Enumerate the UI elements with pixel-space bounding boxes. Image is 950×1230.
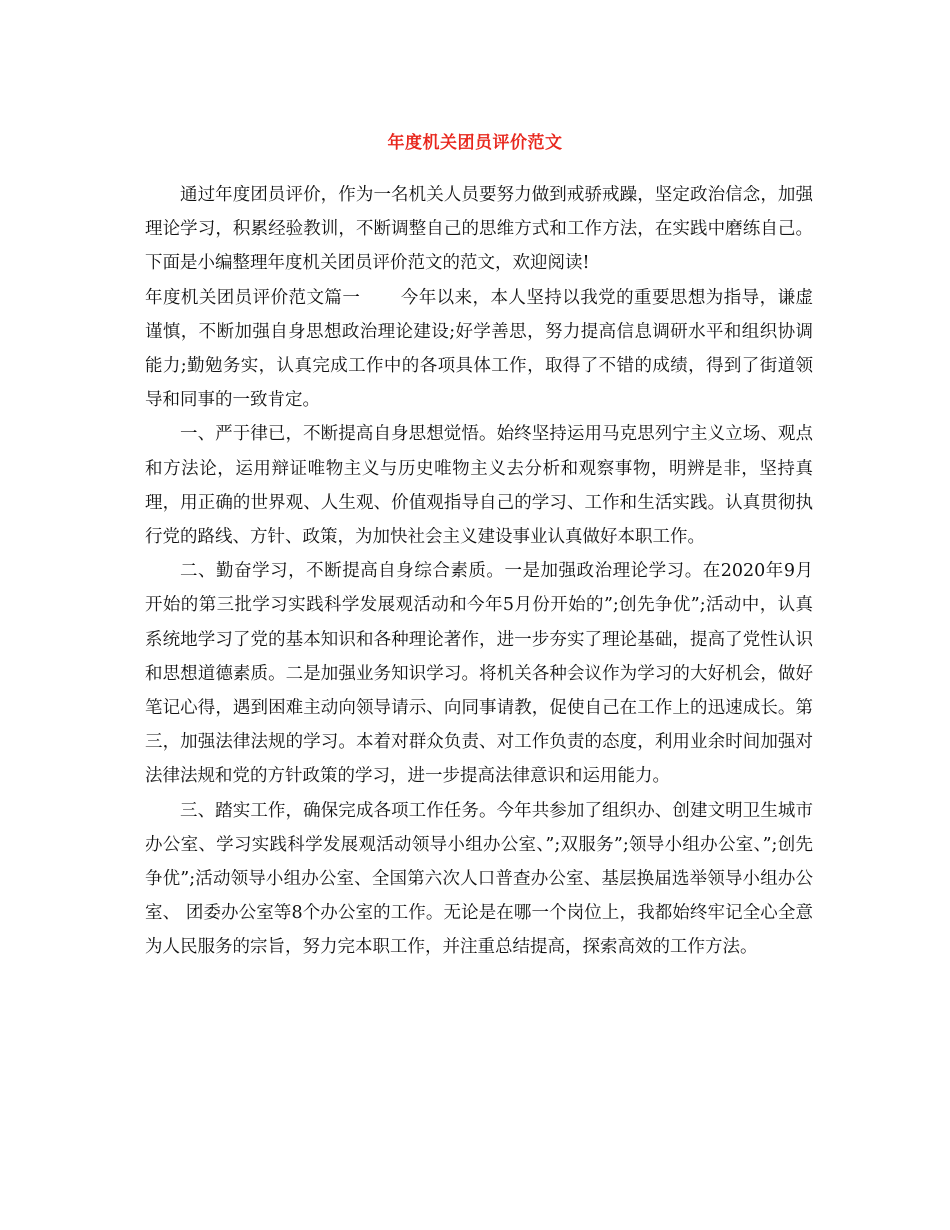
paragraph-discipline: 一、严于律已，不断提高自身思想觉悟。始终坚持运用马克思列宁主义立场、观点和方法论，运用辩证唯物主义与历史唯物主义去分析和观察事物，明辨是非，坚持真理，用正确的世界观、人生观、价值观指导自己的学习、工作和生活实践。认真贯彻执行党的路线、方针、政策，为加快社会主义建设事业认真做好本职工作。: [145, 424, 813, 548]
document-body: [145, 178, 813, 965]
intro-paragraph: 通过年度团员评价，作为一名机关人员要努力做到戒骄戒躁，坚定政治信念，加强理论学习，积累经验教训，不断调整自己的思维方式和工作方法，在实践中磨练自己。下面是小编整理年度机关团员评价范文的范文，欢迎阅读!: [145, 185, 813, 274]
section-first-paragraph: [145, 281, 813, 418]
section-lead: 今年以来，本人坚持以我党的重要思想为指导，谦虚谨慎，不断加强自身思想政治理论建设;好学善思，努力提高信息调研水平和组织协调能力;勤勉务实，认真完成工作中的各项具体工作，取得了不错的成绩，得到了街道领导和同事的一致肯定。: [145, 287, 814, 411]
document-title: 年度机关团员评价范文: [387, 133, 563, 153]
paragraph-work: 三、踏实工作，确保完成各项工作任务。今年共参加了组织办、创建文明卫生城市办公室、学习实践科学发展观活动领导小组办公室、”;双服务”;领导小组办公室、”;创先争优”;活动领导小组办公室、全国第六次人口普查办公室、基层换届选举领导小组办公室、 团委办公室等8个办公室的工作。无论是在哪一个岗位上，我都始终牢记全心全意为人民服务的宗旨，努力完本职工作，并注重总结提高，探索高效的工作方法。: [145, 800, 813, 958]
paragraph-study: 二、勤奋学习，不断提高自身综合素质。一是加强政治理论学习。在2020年9月开始的第三批学习实践科学发展观活动和今年5月份开始的”;创先争优”;活动中，认真系统地学习了党的基本知识和各种理论著作，进一步夯实了理论基础，提高了党性认识和思想道德素质。二是加强业务知识学习。将机关各种会议作为学习的大好机会，做好笔记心得，遇到困难主动向领导请示、向同事请教，促使自己在工作上的迅速成长。第三，加强法律法规的学习。本着对群众负责、对工作负责的态度，利用业余时间加强对法律法规和党的方针政策的学习，进一步提高法律意识和运用能力。: [145, 561, 813, 787]
section-heading: 年度机关团员评价范文篇一: [145, 287, 361, 308]
